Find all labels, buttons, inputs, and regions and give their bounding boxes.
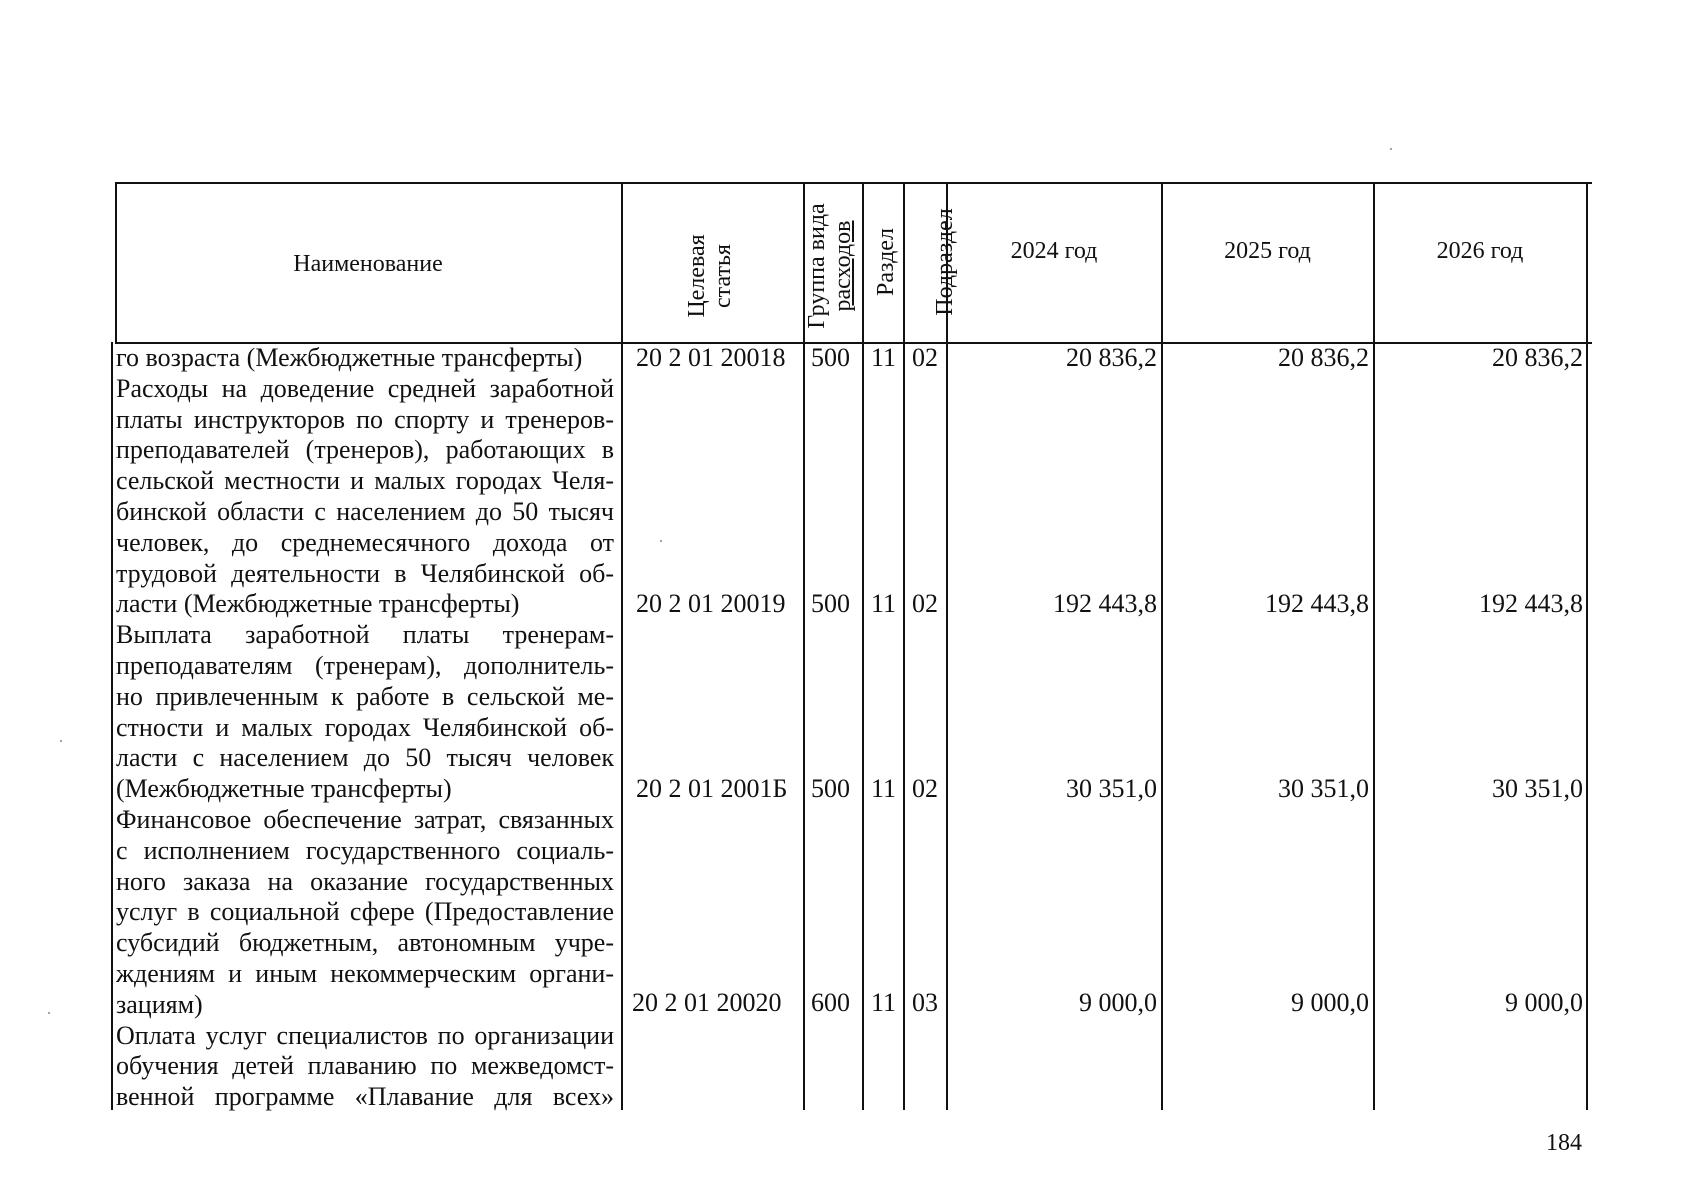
row-2-2026: 192 443,8	[1479, 589, 1583, 618]
scan-speck	[60, 740, 62, 742]
row-4-line-3: ного заказа на оказание государственных	[116, 866, 614, 896]
row-4-line-6: ждениям и иным некоммерческим органи-	[116, 958, 614, 988]
col-border-2025	[1373, 182, 1375, 1110]
row-3-section: 11	[871, 774, 897, 803]
row-3-2025: 30 351,0	[1278, 774, 1369, 803]
header-section: Раздел	[873, 228, 899, 296]
row-4-line-1: Финансовое обеспечение затрат, связанных	[116, 804, 614, 834]
row-3-2024: 30 351,0	[1066, 774, 1157, 803]
table-top-border	[115, 182, 1592, 184]
row-2-line-4: сельской местности и малых городах Челя-	[116, 466, 614, 496]
col-border-right	[1586, 182, 1588, 1110]
row-2-subsection: 02	[912, 589, 938, 618]
row-4-line-7: зациям)	[116, 989, 203, 1019]
row-3-line-5: ласти с населением до 50 тысяч человек	[116, 743, 614, 773]
name-column	[116, 343, 614, 1113]
row-2-target: 20 2 01 20019	[636, 589, 786, 618]
row-3-line-4: стности и малых городах Челябинской об-	[116, 712, 614, 742]
header-target-line1: Целевая	[684, 234, 710, 318]
row-1-2026: 20 836,2	[1492, 343, 1583, 372]
row-3-line-2: преподавателям (тренерам), дополнитель-	[116, 650, 614, 680]
header-target-article	[684, 196, 740, 356]
row-3-group: 500	[811, 774, 850, 803]
row-4-line-2: с исполнением государственного социаль-	[116, 835, 614, 865]
header-year-2026: 2026 год	[1436, 238, 1524, 264]
row-4-2026: 9 000,0	[1505, 988, 1583, 1017]
row-1-2024: 20 836,2	[1066, 343, 1157, 372]
header-group-line2: расходов	[830, 220, 856, 312]
row-2-group: 500	[811, 589, 850, 618]
row-3-line-1: Выплата заработной платы тренерам-	[116, 620, 614, 650]
row-2-line-6: человек, до среднемесячного дохода от	[116, 527, 614, 557]
row-3-subsection: 02	[912, 774, 938, 803]
row-1-group: 500	[811, 343, 850, 372]
row-2-line-7: трудовой деятельности в Челябинской об-	[116, 558, 614, 588]
row-2-line-8: ласти (Межбюджетные трансферты)	[116, 589, 520, 619]
header-name: Наименование	[293, 251, 443, 277]
row-5-line-1: Оплата услуг специалистов по организации	[116, 1020, 614, 1050]
row-4-line-4: услуг в социальной сфере (Предоставление	[116, 897, 614, 927]
row-4-line-5: субсидий бюджетным, автономным учре-	[116, 928, 614, 958]
row-3-line-3: но привлеченным к работе в сельской ме-	[116, 681, 614, 711]
row-1-section: 11	[871, 343, 897, 372]
page-number: 184	[1546, 1130, 1582, 1156]
row-1-target: 20 2 01 20018	[636, 343, 786, 372]
row-2-line-2: платы инструкторов по спорту и тренеров-	[116, 404, 614, 434]
col-border-group	[862, 182, 864, 1110]
row-1-2025: 20 836,2	[1278, 343, 1369, 372]
header-target-line2: статья	[710, 244, 736, 308]
row-4-section: 11	[871, 988, 897, 1017]
scan-speck	[1390, 148, 1392, 150]
col-border-left-body	[111, 342, 113, 1110]
header-year-2025: 2025 год	[1224, 238, 1311, 264]
header-year-2024: 2024 год	[1010, 238, 1098, 264]
header-group-line1: Группа вида	[804, 203, 830, 329]
row-2-line-1: Расходы на доведение средней заработной	[116, 373, 614, 403]
scan-speck	[48, 1012, 50, 1014]
col-border-section	[903, 182, 905, 1110]
row-4-2024: 9 000,0	[1079, 988, 1157, 1017]
row-1-subsection: 02	[912, 343, 938, 372]
row-2-2024: 192 443,8	[1053, 589, 1157, 618]
scan-speck	[660, 540, 662, 542]
row-4-subsection: 03	[912, 988, 938, 1017]
header-expense-group	[804, 188, 860, 344]
row-1-line-1: го возраста (Межбюджетные трансферты)	[116, 343, 583, 372]
row-3-2026: 30 351,0	[1492, 774, 1583, 803]
col-border-2024	[1161, 182, 1163, 1110]
col-border-name	[621, 182, 623, 1110]
row-4-group: 600	[811, 988, 850, 1017]
row-5-line-2: обучения детей плаванию по межведомст-	[116, 1051, 614, 1081]
row-4-2025: 9 000,0	[1291, 988, 1369, 1017]
row-5-line-3: венной программе «Плавание для всех»	[116, 1082, 614, 1112]
row-3-line-6: (Межбюджетные трансферты)	[116, 774, 452, 804]
row-2-line-5: бинской области с населением до 50 тысяч	[116, 496, 614, 526]
row-4-target: 20 2 01 20020	[632, 988, 782, 1017]
row-2-2025: 192 443,8	[1265, 589, 1369, 618]
row-3-target: 20 2 01 2001Б	[636, 774, 788, 803]
row-2-section: 11	[871, 589, 897, 618]
header-subsection: Подраздел	[932, 208, 958, 316]
row-2-line-3: преподавателей (тренеров), работающих в	[116, 435, 614, 465]
